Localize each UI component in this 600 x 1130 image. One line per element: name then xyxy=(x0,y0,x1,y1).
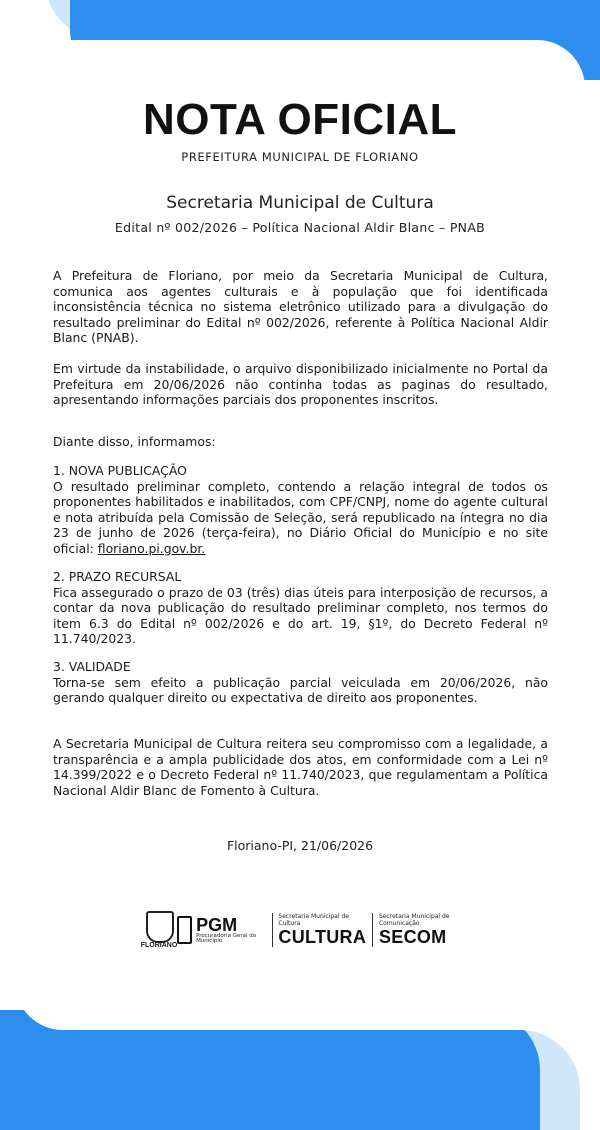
edital-reference: Edital nº 002/2026 – Política Nacional Aldir Blanc – PNAB xyxy=(114,220,486,235)
cultura-subtitle: Secretaria Municipal de Cultura xyxy=(278,913,349,927)
section-heading: 1. NOVA PUBLICAÇÃO xyxy=(53,463,187,478)
cultura-logo xyxy=(278,913,366,947)
instability-text: Em virtude da instabilidade, o arquivo disponibilizado inicialmente no Portal da Prefeitura em 20/06/2026 não continha todas as paginas do resultado, apresentando informações parciais dos proponentes inscritos. xyxy=(53,361,548,407)
pgm-name: PGM xyxy=(196,914,238,935)
secom-subtitle: Secretaria Municipal de Comunicação xyxy=(378,913,450,927)
section-text xyxy=(53,479,548,557)
floriano-crest-icon xyxy=(140,909,178,951)
secom-logo xyxy=(379,913,470,947)
item1-text: O resultado preliminar completo, contendo a relação integral de todos os proponentes habilitados e inabilitados, com CPF/CNPJ, nome do agente cultural e nota atribuída pela Comissão de Seleção, será republicado na íntegra no dia 23 de junho de 2026 (terça-feira), no Diário Oficial do Município e no site oficial: xyxy=(53,478,548,556)
cultura-name: CULTURA xyxy=(278,927,367,947)
diante-text: Diante disso, informamos: xyxy=(53,434,216,449)
pgm-subtitle: Procuradoria Geral do Município xyxy=(196,932,257,944)
secom-name: SECOM xyxy=(378,927,447,947)
paragraph-instability xyxy=(53,361,548,408)
section-nova-publicacao xyxy=(53,463,548,556)
document-subtitle: PREFEITURA MUNICIPAL DE FLORIANO xyxy=(181,150,419,164)
logo-divider xyxy=(272,913,273,947)
logo-divider xyxy=(372,913,373,947)
section-text: Fica assegurado o prazo de 03 (três) dias úteis para interposição de recursos, a contar da nova publicação do resultado preliminar completo, nos termos do item 6.3 do Edital nº 002/2026 e do art. 19, §1º, do Decreto Federal nº 11.740/2023. xyxy=(53,584,548,646)
paragraph-diante xyxy=(53,434,548,450)
section-heading: 3. VALIDADE xyxy=(53,659,131,674)
site-link[interactable]: floriano.pi.gov.br. xyxy=(97,540,206,556)
pgm-logo xyxy=(177,916,266,945)
intro-text: A Prefeitura de Floriano, por meio da Secretaria Municipal de Cultura, comunica aos agentes culturais e à população que foi identificada inconsistência técnica no sistema eletrônico utilizado para a divulgação do resultado preliminar do Edital nº 002/2026, referente à Política Nacional Aldir Blanc (PNAB). xyxy=(53,268,548,345)
secretaria-name: Secretaria Municipal de Cultura xyxy=(166,193,434,213)
section-heading: 2. PRAZO RECURSAL xyxy=(53,569,182,584)
intro-paragraph xyxy=(53,268,548,346)
closing-text: A Secretaria Municipal de Cultura reitera seu compromisso com a legalidade, a transparência e a ampla publicidade dos atos, em conformidade com a Lei nº 14.399/2022 e o Decreto Federal nº 11.740/2023, que regulamentam a Política Nacional Aldir Blanc de Fomento à Cultura. xyxy=(53,736,548,798)
crest-label: FLORIANO xyxy=(140,942,178,949)
place-date: Floriano-PI, 21/06/2026 xyxy=(226,838,374,853)
section-text: Torna-se sem efeito a publicação parcial veiculada em 20/06/2026, não gerando qualquer direito ou expectativa de direito aos proponentes. xyxy=(53,674,548,705)
footer-logos xyxy=(140,905,470,955)
closing-paragraph xyxy=(53,736,548,798)
pgm-mark-icon xyxy=(177,916,192,944)
section-validade xyxy=(53,659,548,706)
document-title: NOTA OFICIAL xyxy=(143,95,457,144)
section-prazo-recursal xyxy=(53,569,548,647)
